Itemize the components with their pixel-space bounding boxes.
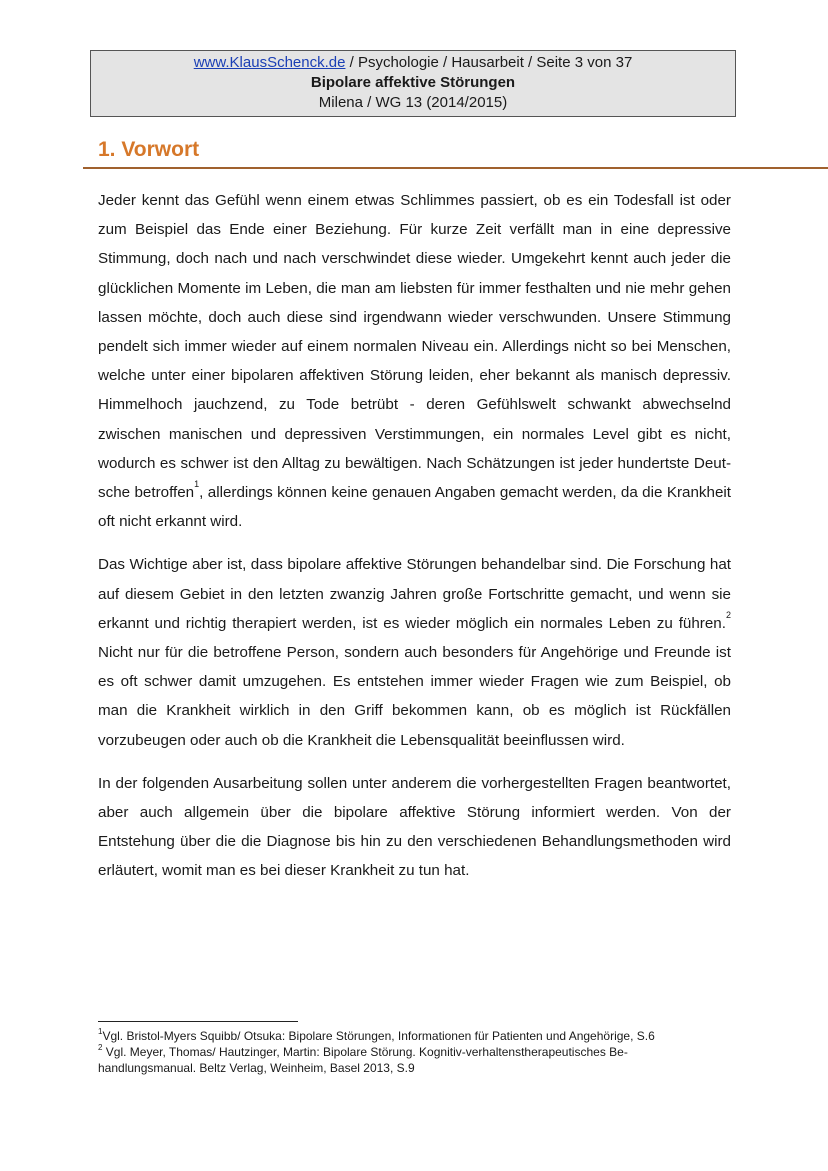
paragraph-3: In der folgenden Ausarbeitung sollen unter anderem die vorhergestellten Fragen beantwortet, aber auch allgemein über die bipolare affektive Störung informiert werden. Von der Entstehung über die die Diagnose bis hin zu den verschiedenen Behandlungsmethoden wird erläutert, womit man es bei dieser Krankheit zu tun hat.	[98, 774, 731, 880]
footnotes	[98, 1028, 720, 1076]
footnote-ref-2: 2	[725, 609, 731, 620]
page-header	[90, 50, 736, 117]
paragraph-2	[98, 550, 731, 754]
site-link[interactable]: www.KlausSchenck.de	[193, 54, 346, 71]
paragraph-1-part-b: , allerdings können keine genauen Angaben gemacht werden, da die Krankheit oft nicht erkannt wird.	[98, 484, 731, 531]
section-heading: 1. Vorwort	[98, 138, 200, 161]
footnote-1-text: Vgl. Bristol-Myers Squibb/ Otsuka: Bipolare Störungen, Informationen für Patienten und Angehörige, S.6	[102, 1029, 655, 1043]
header-path: / Psychologie / Hausarbeit / Seite 3 von 37	[345, 54, 633, 71]
footnote-2-text: Vgl. Meyer, Thomas/ Hautzinger, Martin: Bipolare Störung. Kognitiv-verhaltenstherapeutisches Behandlungsmanual. Beltz Verlag, Weinheim, Basel 2013, S.9	[98, 1045, 628, 1075]
heading-divider	[83, 167, 828, 169]
paragraph-1	[98, 186, 731, 536]
footnote-2-mark: 2	[98, 1043, 103, 1052]
paragraph-1-part-a: Jeder kennt das Gefühl wenn einem etwas Schlimmes passiert, ob es ein Todesfall ist oder zum Beispiel das Ende einer Beziehung. Für kurze Zeit verfällt man in eine depressive Stimmung, doch nach und nach verschwindet diese wieder. Umgekehrt kennt auch jeder die glücklichen Momente im Leben, die man am liebsten für immer festhalten und nie mehr gehen lassen möchte, doch auch diese sind irgendwann wieder verschwunden. Unsere Stimmung pendelt sich immer wieder auf einem normalen Niveau ein. Allerdings nicht so bei Menschen, welche unter einer bipolaren affektiven Störung leiden, eher bekannt als manisch depressiv. Himmelhoch jauchzend, zu Tode betrübt - deren Gefühlswelt schwankt abwechselnd zwischen manischen und depressiven Verstimmungen, ein normales Level gibt es nicht, wodurch es schwer ist den Alltag zu bewältigen. Nach Schätzungen ist jeder hundertste Deutsche betroffen	[98, 192, 731, 502]
header-line-1	[91, 53, 735, 73]
footnote-2	[98, 1044, 720, 1076]
header-author: Milena / WG 13 (2014/2015)	[318, 94, 508, 111]
footnote-ref-1: 1	[194, 479, 200, 490]
footnote-1-mark: 1	[98, 1027, 103, 1036]
body-text	[98, 186, 731, 900]
footnote-1	[98, 1028, 720, 1044]
header-title: Bipolare affektive Störungen	[310, 74, 516, 91]
paragraph-2-part-b: Nicht nur für die betroffene Person, sondern auch besonders für Angehörige und Freunde ist es oft schwer damit umzugehen. Es entstehen immer wieder Fragen wie zum Beispiel, ob man die Krankheit wirklich in den Griff bekommen kann, ob es möglich ist Rückfällen vorzubeugen oder auch ob die Krankheit die Lebensqualität beeinflussen wird.	[98, 644, 731, 749]
footnote-divider	[98, 1021, 298, 1022]
paragraph-2-part-a: Das Wichtige aber ist, dass bipolare affektive Störungen behandelbar sind. Die Forschung hat auf diesem Gebiet in den letzten zwanzig Jahren große Fortschritte gemacht, und wenn sie erkannt und richtig therapiert werden, ist es wieder möglich ein normales Leben zu führen.	[98, 556, 731, 632]
